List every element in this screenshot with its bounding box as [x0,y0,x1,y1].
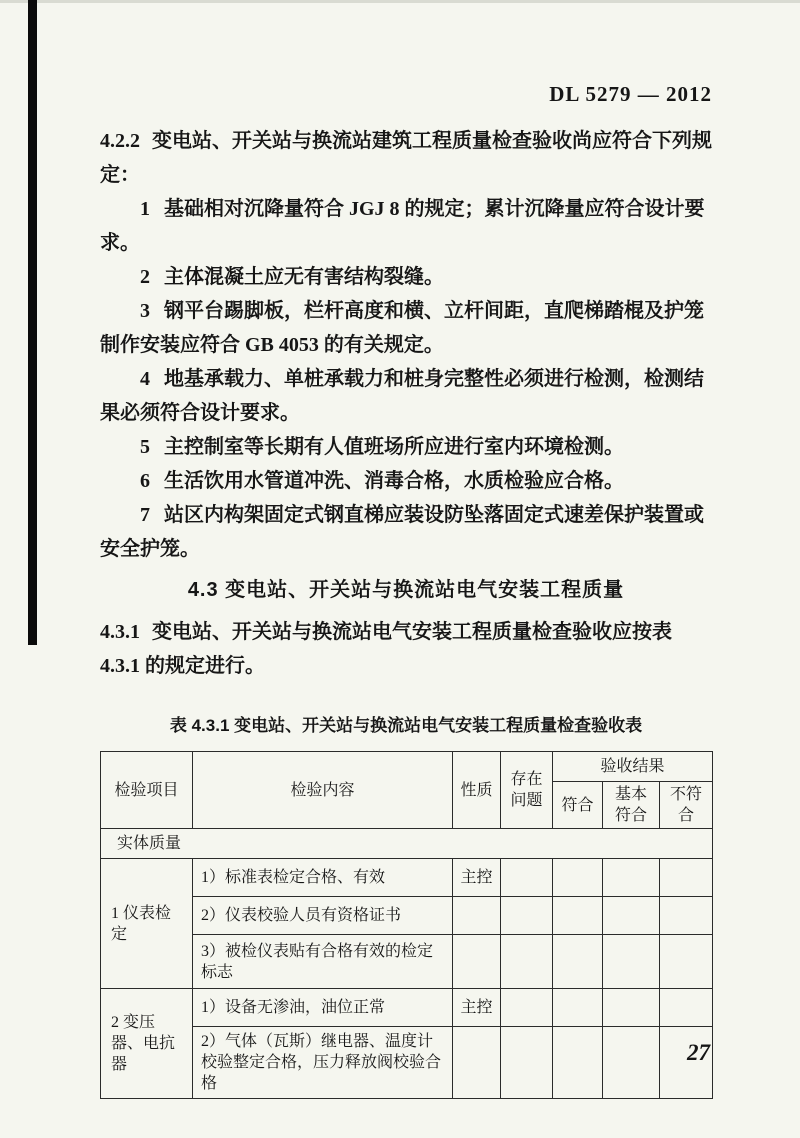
col-header-problem: 存在问题 [501,752,553,829]
result-pass-empty [553,989,603,1027]
section-heading-4-3: 4.3 变电站、开关站与换流站电气安装工程质量 [187,579,625,601]
problem-cell-empty [501,1027,553,1099]
list-item-5 [100,430,712,464]
clause-text: 变电站、开关站与换流站电气安装工程质量检查验收应按表 4.3.1 的规定进行。 [100,621,672,677]
clause-4-2-2 [100,124,712,192]
nature-cell: 主控 [453,989,501,1027]
table-header-row-1 [101,752,713,782]
table-row [101,859,713,897]
scan-top-edge [0,0,800,3]
nature-cell [453,935,501,989]
list-item-2 [100,260,712,294]
result-pass-empty [553,859,603,897]
check-content: 2）气体（瓦斯）继电器、温度计校验整定合格，压力释放阀校验合格 [193,1027,453,1099]
result-fail-empty [660,935,713,989]
result-fail-empty [660,859,713,897]
result-basic-empty [603,859,660,897]
item-number: 6 [140,470,150,492]
col-header-pass: 符合 [553,782,603,829]
clause-text: 变电站、开关站与换流站建筑工程质量检查验收尚应符合下列规定： [100,130,712,186]
table-row [101,935,713,989]
scan-edge-artifact [28,0,37,645]
item-text: 主控制室等长期有人值班场所应进行室内环境检测。 [164,436,624,458]
item-number: 7 [140,504,150,526]
item-text: 地基承载力、单桩承载力和桩身完整性必须进行检测，检测结果必须符合设计要求。 [100,368,704,424]
result-pass-empty [553,897,603,935]
nature-cell: 主控 [453,859,501,897]
item-text: 基础相对沉降量符合 JGJ 8 的规定；累计沉降量应符合设计要求。 [100,198,705,254]
item-text: 钢平台踢脚板，栏杆高度和横、立杆间距，直爬梯踏棍及护笼制作安装应符合 GB 4053 的有关规定。 [100,300,704,356]
problem-cell-empty [501,859,553,897]
table-caption: 表 4.3.1 变电站、开关站与换流站电气安装工程质量检查验收表 [169,716,643,735]
result-pass-empty [553,935,603,989]
result-fail-empty [660,989,713,1027]
item-group-label: 2 变压器、电抗器 [101,989,193,1099]
table-section-row [101,829,713,859]
result-basic-empty [603,897,660,935]
nature-cell [453,1027,501,1099]
check-content: 1）标准表检定合格、有效 [193,859,453,897]
item-number: 5 [140,436,150,458]
col-header-nature: 性质 [453,752,501,829]
item-text: 生活饮用水管道冲洗、消毒合格，水质检验应合格。 [164,470,624,492]
page-number: 27 [687,1040,710,1065]
nature-cell [453,897,501,935]
check-content: 2）仪表校验人员有资格证书 [193,897,453,935]
list-item-1 [100,192,712,260]
result-fail-empty [660,897,713,935]
item-group-label: 1 仪表检定 [101,859,193,989]
table-row [101,897,713,935]
table-row [101,989,713,1027]
list-item-6 [100,464,712,498]
item-number: 4 [140,368,150,390]
result-basic-empty [603,989,660,1027]
col-header-fail: 不符合 [660,782,713,829]
section-label: 实体质量 [101,829,713,859]
item-number: 2 [140,266,150,288]
item-number: 1 [140,198,150,220]
problem-cell-empty [501,897,553,935]
clause-number: 4.2.2 [100,130,140,152]
item-text: 主体混凝土应无有害结构裂缝。 [164,266,444,288]
clause-number: 4.3.1 [100,621,140,643]
check-content: 1）设备无渗油，油位正常 [193,989,453,1027]
list-item-7 [100,498,712,566]
item-text: 站区内构架固定式钢直梯应装设防坠落固定式速差保护装置或安全护笼。 [100,504,704,560]
result-basic-empty [603,935,660,989]
problem-cell-empty [501,989,553,1027]
list-item-4 [100,362,712,430]
clause-4-3-1 [100,615,712,683]
col-header-result: 验收结果 [553,752,713,782]
col-header-basic-pass: 基本符合 [603,782,660,829]
col-header-item: 检验项目 [101,752,193,829]
problem-cell-empty [501,935,553,989]
page-content [100,124,712,1099]
check-content: 3）被检仪表贴有合格有效的检定标志 [193,935,453,989]
item-number: 3 [140,300,150,322]
col-header-content: 检验内容 [193,752,453,829]
list-item-3 [100,294,712,362]
document-header: DL 5279 — 2012 [549,82,712,106]
